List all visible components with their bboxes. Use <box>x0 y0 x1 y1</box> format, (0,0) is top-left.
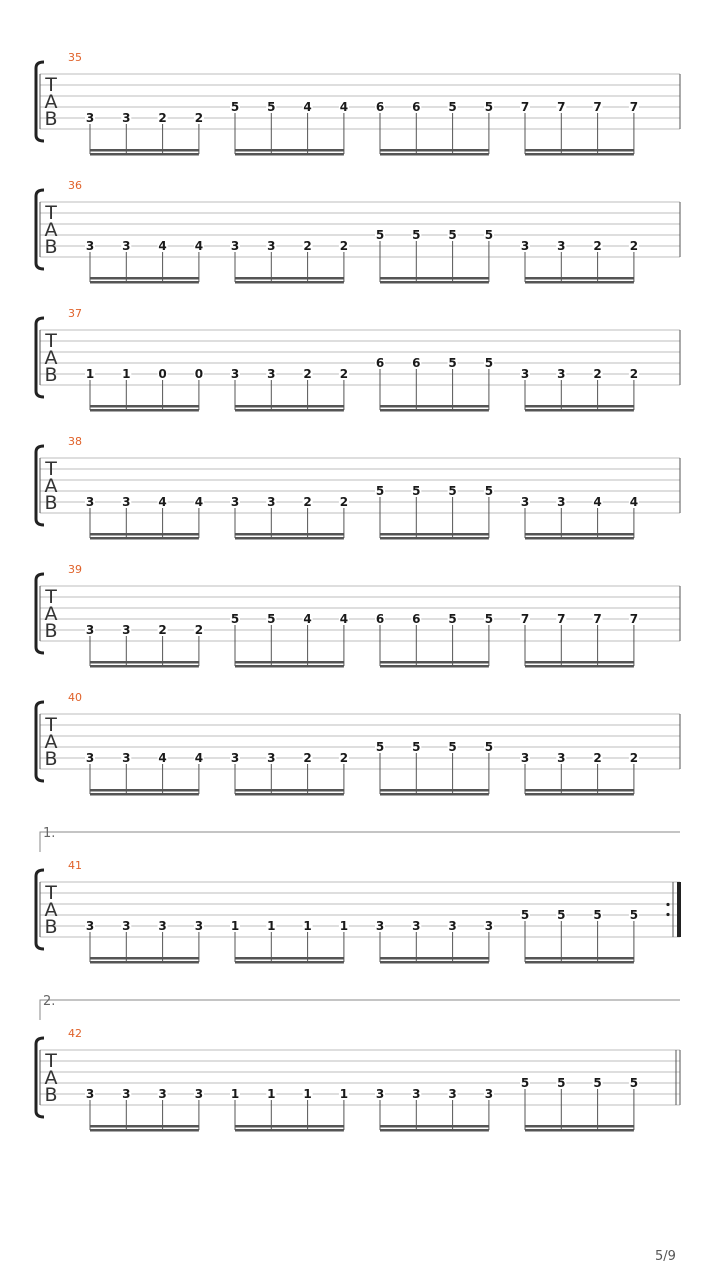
fret-number: 2 <box>629 239 639 253</box>
fret-number: 3 <box>122 1087 131 1101</box>
beam <box>380 957 489 960</box>
beam <box>525 533 634 536</box>
beam <box>235 961 344 964</box>
fret-number: 3 <box>375 1087 385 1101</box>
repeat-thick-line <box>677 882 681 937</box>
fret-number: 2 <box>339 367 349 381</box>
fret-number: 3 <box>85 111 95 125</box>
tab-clef-letter: T <box>45 1050 57 1072</box>
volta-bracket <box>40 832 680 852</box>
beam <box>90 405 199 408</box>
fret-number: 5 <box>557 1076 566 1090</box>
beam <box>525 961 634 964</box>
measure-number: 39 <box>68 563 82 576</box>
fret-number: 5 <box>448 356 457 370</box>
tab-clef-letter: T <box>45 458 57 480</box>
fret-number: 3 <box>557 751 566 765</box>
fret-number: 4 <box>339 612 349 626</box>
fret-number: 3 <box>484 919 494 933</box>
fret-number: 6 <box>412 100 421 114</box>
tab-system <box>36 563 680 668</box>
fret-number: 4 <box>629 495 639 509</box>
fret-number: 3 <box>85 239 95 253</box>
fret-number: 2 <box>158 111 167 125</box>
beam <box>235 277 344 280</box>
tab-clef-letter: B <box>44 620 58 642</box>
fret-number: 3 <box>267 367 276 381</box>
fret-number: 6 <box>375 100 385 114</box>
fret-number: 3 <box>412 1087 421 1101</box>
beam <box>235 533 344 536</box>
beam <box>235 537 344 540</box>
volta-label: 1. <box>43 826 56 841</box>
beam <box>525 409 634 412</box>
tab-system <box>36 51 680 156</box>
fret-number: 7 <box>593 100 602 114</box>
fret-number: 2 <box>303 751 312 765</box>
fret-number: 5 <box>484 740 494 754</box>
fret-number: 2 <box>303 367 312 381</box>
beam <box>380 537 489 540</box>
fret-number: 3 <box>194 919 204 933</box>
fret-number: 5 <box>484 612 494 626</box>
tab-system <box>36 691 680 796</box>
tab-clef-letter: B <box>44 108 58 130</box>
fret-number: 3 <box>557 239 566 253</box>
tab-system <box>36 435 680 540</box>
beam <box>380 533 489 536</box>
fret-number: 5 <box>267 612 276 626</box>
tab-clef-letter: A <box>44 603 58 625</box>
tab-clef-letter: B <box>44 1084 58 1106</box>
fret-number: 5 <box>230 612 240 626</box>
fret-number: 4 <box>339 100 349 114</box>
fret-number: 3 <box>267 495 276 509</box>
fret-number: 3 <box>158 1087 167 1101</box>
beam <box>235 281 344 284</box>
beam <box>90 281 199 284</box>
fret-number: 5 <box>267 100 276 114</box>
fret-number: 4 <box>158 239 167 253</box>
fret-number: 3 <box>230 239 240 253</box>
beam <box>90 961 199 964</box>
tab-clef-letter: A <box>44 731 58 753</box>
beam <box>380 793 489 796</box>
tab-clef-letter: T <box>45 586 57 608</box>
fret-number: 3 <box>230 751 240 765</box>
fret-number: 2 <box>339 239 349 253</box>
fret-number: 3 <box>194 1087 204 1101</box>
fret-number: 1 <box>303 919 312 933</box>
beam <box>525 149 634 152</box>
measure-number: 36 <box>68 179 82 192</box>
fret-number: 7 <box>629 100 639 114</box>
tab-clef-letter: A <box>44 347 58 369</box>
fret-number: 4 <box>303 612 312 626</box>
repeat-dot <box>666 903 669 906</box>
fret-number: 5 <box>448 100 457 114</box>
fret-number: 3 <box>158 919 167 933</box>
fret-number: 1 <box>230 1087 240 1101</box>
tab-clef-letter: T <box>45 714 57 736</box>
fret-number: 5 <box>412 740 421 754</box>
fret-number: 6 <box>375 612 385 626</box>
beam <box>525 405 634 408</box>
fret-number: 7 <box>520 612 530 626</box>
beam <box>380 789 489 792</box>
beam <box>525 277 634 280</box>
fret-number: 2 <box>194 623 204 637</box>
beam <box>235 789 344 792</box>
tab-clef-letter: B <box>44 916 58 938</box>
tab-clef-letter: A <box>44 91 58 113</box>
fret-number: 5 <box>484 100 494 114</box>
fret-number: 2 <box>303 239 312 253</box>
fret-number: 3 <box>85 751 95 765</box>
fret-number: 5 <box>375 740 385 754</box>
fret-number: 5 <box>520 908 530 922</box>
beam <box>90 1129 199 1132</box>
beam <box>235 1129 344 1132</box>
tab-system <box>36 307 680 412</box>
beam <box>235 405 344 408</box>
volta-label: 2. <box>43 994 56 1009</box>
fret-number: 5 <box>412 228 421 242</box>
fret-number: 3 <box>122 495 131 509</box>
fret-number: 5 <box>520 1076 530 1090</box>
tab-clef-letter: A <box>44 475 58 497</box>
beam <box>90 665 199 668</box>
fret-number: 0 <box>194 367 204 381</box>
measure-number: 35 <box>68 51 82 64</box>
beam <box>380 409 489 412</box>
fret-number: 1 <box>339 1087 349 1101</box>
beam <box>90 537 199 540</box>
fret-number: 3 <box>448 1087 457 1101</box>
fret-number: 1 <box>122 367 131 381</box>
beam <box>235 1125 344 1128</box>
fret-number: 3 <box>267 239 276 253</box>
fret-number: 3 <box>122 751 131 765</box>
fret-number: 3 <box>230 495 240 509</box>
fret-number: 3 <box>122 919 131 933</box>
fret-number: 3 <box>520 367 530 381</box>
tab-system <box>36 994 680 1132</box>
beam <box>380 665 489 668</box>
tab-clef-letter: T <box>45 882 57 904</box>
beam <box>90 1125 199 1128</box>
fret-number: 5 <box>412 484 421 498</box>
beam <box>235 793 344 796</box>
fret-number: 1 <box>303 1087 312 1101</box>
beam <box>235 665 344 668</box>
fret-number: 3 <box>267 751 276 765</box>
measure-number: 37 <box>68 307 82 320</box>
page-number: 5/9 <box>655 1249 676 1264</box>
beam <box>90 533 199 536</box>
fret-number: 2 <box>339 495 349 509</box>
tab-clef-letter: B <box>44 364 58 386</box>
fret-number: 3 <box>122 239 131 253</box>
measure-number: 38 <box>68 435 82 448</box>
fret-number: 5 <box>448 484 457 498</box>
beam <box>380 277 489 280</box>
fret-number: 5 <box>375 228 385 242</box>
tab-system <box>36 179 680 284</box>
fret-number: 2 <box>303 495 312 509</box>
beam <box>90 661 199 664</box>
beam <box>90 409 199 412</box>
fret-number: 2 <box>339 751 349 765</box>
fret-number: 5 <box>375 484 385 498</box>
fret-number: 3 <box>484 1087 494 1101</box>
fret-number: 3 <box>520 495 530 509</box>
fret-number: 5 <box>448 612 457 626</box>
fret-number: 6 <box>412 612 421 626</box>
fret-number: 2 <box>593 367 602 381</box>
beam <box>525 789 634 792</box>
fret-number: 3 <box>122 623 131 637</box>
beam <box>235 153 344 156</box>
fret-number: 3 <box>375 919 385 933</box>
fret-number: 4 <box>303 100 312 114</box>
beam <box>525 537 634 540</box>
fret-number: 3 <box>85 495 95 509</box>
fret-number: 3 <box>230 367 240 381</box>
beam <box>525 1125 634 1128</box>
measure-number: 42 <box>68 1027 82 1040</box>
fret-number: 7 <box>520 100 530 114</box>
fret-number: 5 <box>484 484 494 498</box>
fret-number: 2 <box>593 239 602 253</box>
beam <box>90 793 199 796</box>
beam <box>235 661 344 664</box>
beam <box>525 957 634 960</box>
tab-system <box>36 826 681 964</box>
fret-number: 3 <box>557 367 566 381</box>
tab-clef-letter: T <box>45 330 57 352</box>
fret-number: 7 <box>629 612 639 626</box>
fret-number: 5 <box>484 228 494 242</box>
fret-number: 3 <box>122 111 131 125</box>
beam <box>525 665 634 668</box>
fret-number: 2 <box>629 751 639 765</box>
fret-number: 2 <box>593 751 602 765</box>
fret-number: 5 <box>593 1076 602 1090</box>
fret-number: 4 <box>194 495 204 509</box>
beam <box>380 405 489 408</box>
fret-number: 3 <box>520 239 530 253</box>
fret-number: 3 <box>85 1087 95 1101</box>
fret-number: 1 <box>267 1087 276 1101</box>
fret-number: 2 <box>629 367 639 381</box>
fret-number: 4 <box>158 751 167 765</box>
beam <box>380 961 489 964</box>
beam <box>90 149 199 152</box>
fret-number: 2 <box>158 623 167 637</box>
fret-number: 7 <box>593 612 602 626</box>
fret-number: 3 <box>520 751 530 765</box>
beam <box>380 661 489 664</box>
fret-number: 5 <box>484 356 494 370</box>
beam <box>380 281 489 284</box>
beam <box>380 153 489 156</box>
fret-number: 5 <box>230 100 240 114</box>
tab-clef-letter: T <box>45 74 57 96</box>
fret-number: 7 <box>557 100 566 114</box>
fret-number: 3 <box>557 495 566 509</box>
fret-number: 6 <box>375 356 385 370</box>
fret-number: 4 <box>194 751 204 765</box>
fret-number: 1 <box>267 919 276 933</box>
fret-number: 3 <box>85 623 95 637</box>
fret-number: 2 <box>194 111 204 125</box>
beam <box>380 1125 489 1128</box>
fret-number: 6 <box>412 356 421 370</box>
fret-number: 5 <box>448 740 457 754</box>
fret-number: 5 <box>629 1076 639 1090</box>
beam <box>525 1129 634 1132</box>
tab-clef-letter: B <box>44 236 58 258</box>
tab-clef-letter: T <box>45 202 57 224</box>
measure-number: 40 <box>68 691 82 704</box>
fret-number: 3 <box>85 919 95 933</box>
tab-clef-letter: A <box>44 899 58 921</box>
beam <box>525 153 634 156</box>
fret-number: 3 <box>412 919 421 933</box>
fret-number: 5 <box>593 908 602 922</box>
fret-number: 1 <box>230 919 240 933</box>
volta-bracket <box>40 1000 680 1020</box>
tab-clef-letter: A <box>44 219 58 241</box>
tab-clef-letter: A <box>44 1067 58 1089</box>
fret-number: 5 <box>629 908 639 922</box>
beam <box>525 661 634 664</box>
tab-clef-letter: B <box>44 492 58 514</box>
fret-number: 7 <box>557 612 566 626</box>
beam <box>90 277 199 280</box>
fret-number: 1 <box>339 919 349 933</box>
beam <box>235 957 344 960</box>
fret-number: 4 <box>593 495 602 509</box>
beam <box>380 149 489 152</box>
measure-number: 41 <box>68 859 82 872</box>
fret-number: 4 <box>194 239 204 253</box>
beam <box>90 789 199 792</box>
fret-number: 5 <box>557 908 566 922</box>
tab-clef-letter: B <box>44 748 58 770</box>
beam <box>525 281 634 284</box>
beam <box>235 409 344 412</box>
beam <box>90 957 199 960</box>
fret-number: 4 <box>158 495 167 509</box>
beam <box>90 153 199 156</box>
fret-number: 3 <box>448 919 457 933</box>
repeat-dot <box>666 913 669 916</box>
fret-number: 0 <box>158 367 167 381</box>
beam <box>525 793 634 796</box>
beam <box>380 1129 489 1132</box>
beam <box>235 149 344 152</box>
fret-number: 1 <box>85 367 95 381</box>
fret-number: 5 <box>448 228 457 242</box>
